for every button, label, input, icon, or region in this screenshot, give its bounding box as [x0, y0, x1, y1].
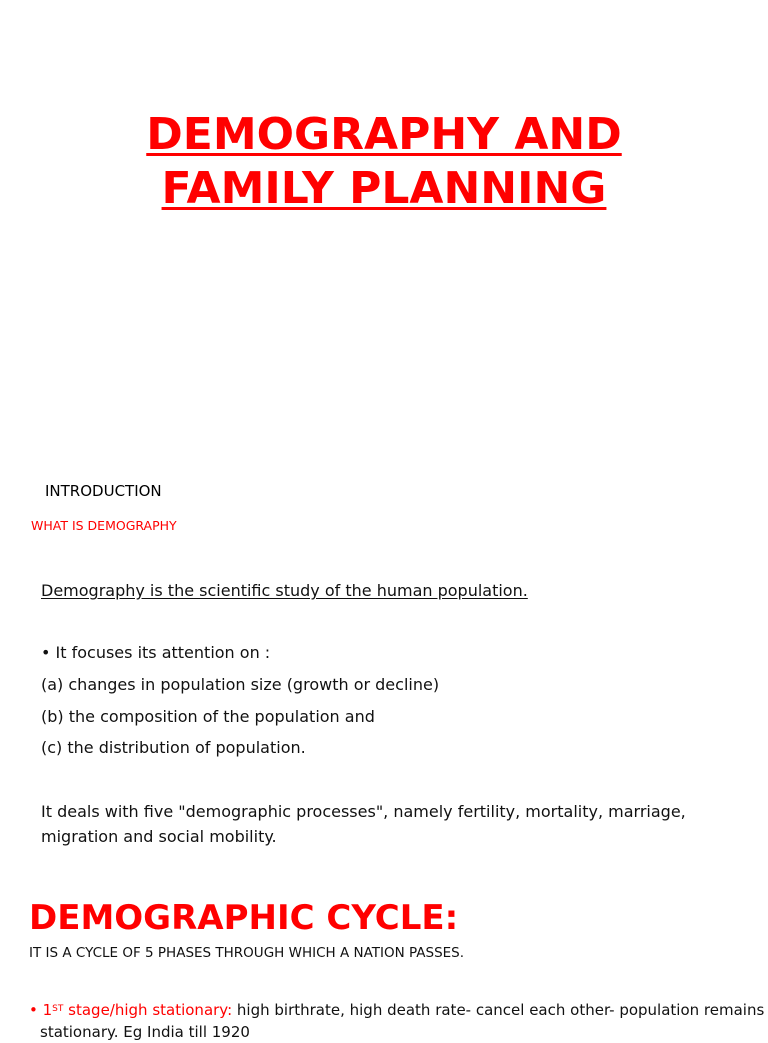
focus-item-b: (b) the composition of the population and	[41, 707, 375, 726]
title-line-1: DEMOGRAPHY AND	[146, 109, 622, 160]
focus-lead: • It focuses its attention on :	[41, 643, 271, 662]
stage-1-continuation: stationary. Eg India till 1920	[40, 1023, 250, 1041]
stage-1-ordinal: ST	[52, 1004, 64, 1014]
introduction-heading: INTRODUCTION	[45, 482, 162, 500]
definition-text: Demography is the scientific study of the human population.	[41, 581, 528, 600]
demographic-cycle-heading: DEMOGRAPHIC CYCLE:	[29, 898, 459, 938]
stage-1-number: 1	[42, 1001, 53, 1019]
stage-1-label: stage/high stationary:	[63, 1001, 233, 1019]
what-is-demography-heading: WHAT IS DEMOGRAPHY	[31, 518, 177, 533]
demographic-cycle-subheading: IT IS A CYCLE OF 5 PHASES THROUGH WHICH A NATION PASSES.	[29, 945, 465, 961]
processes-paragraph: It deals with five "demographic processes", namely fertility, mortality, marriage, migration and social mobility.	[41, 802, 686, 846]
stage-1-item	[29, 998, 764, 1043]
title-line-2: FAMILY PLANNING	[161, 163, 607, 214]
stage-1-text: high birthrate, high death rate- cancel each other- population remains	[232, 1001, 765, 1019]
focus-item-c: (c) the distribution of population.	[41, 738, 306, 757]
bullet-icon: •	[29, 1001, 43, 1019]
focus-item-a: (a) changes in population size (growth or decline)	[41, 675, 440, 694]
document-title	[0, 108, 768, 216]
